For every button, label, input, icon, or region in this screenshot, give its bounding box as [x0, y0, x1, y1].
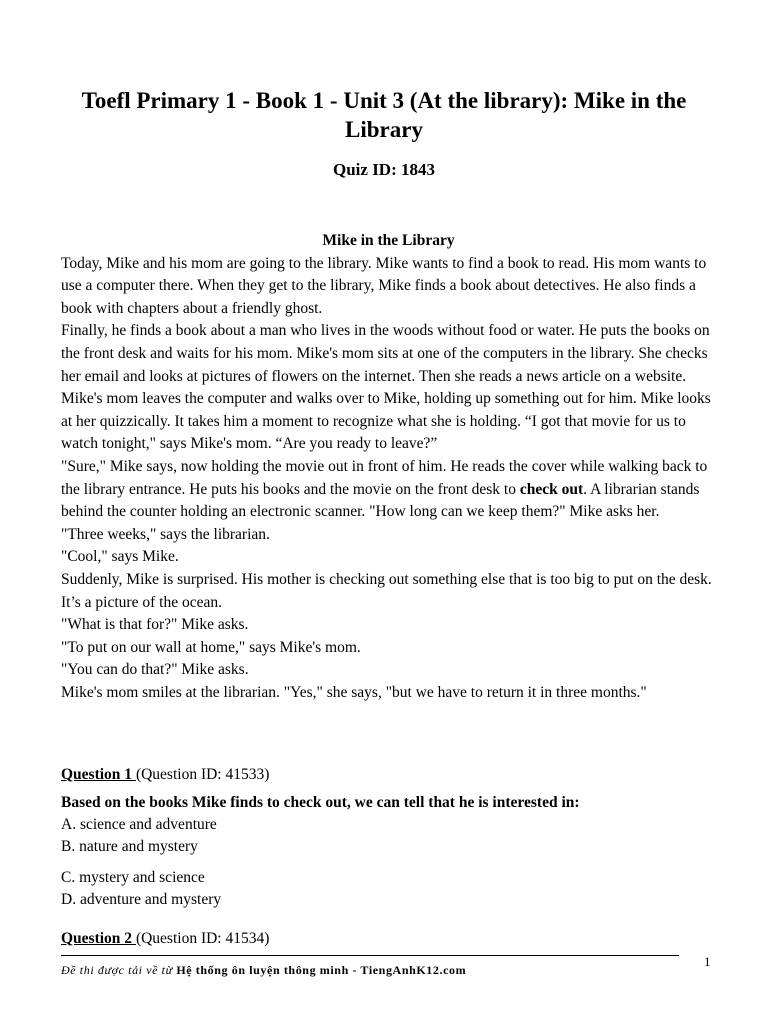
- question-1-header: [61, 764, 721, 786]
- document-title: Toefl Primary 1 - Book 1 - Unit 3 (At the library): Mike in the Library: [81, 88, 687, 142]
- question-2-header: [61, 928, 721, 950]
- story-title: Mike in the Library: [322, 232, 455, 249]
- story-paragraph: "Cool," says Mike.: [61, 548, 179, 566]
- answer-option-a: A. science and adventure: [61, 816, 217, 833]
- story-paragraph: "Three weeks," says the librarian.: [61, 525, 270, 543]
- page-number: 1: [704, 954, 711, 969]
- answer-option-b: B. nature and mystery: [61, 838, 198, 855]
- quiz-id: Quiz ID: 1843: [333, 160, 435, 179]
- story-paragraph: "To put on our wall at home," says Mike's mom.: [61, 638, 361, 656]
- story-paragraph: [61, 456, 716, 524]
- footer-site-link: Hệ thống ôn luyện thông minh - TiengAnhK12.com: [176, 963, 467, 977]
- answer-option-d: D. adventure and mystery: [61, 891, 222, 908]
- story-paragraph: Suddenly, Mike is surprised. His mother is checking out something else that is too big to put on the desk. It’s a picture of the ocean.: [61, 570, 712, 611]
- story-paragraph: "What is that for?" Mike asks.: [61, 616, 249, 634]
- footer-source-text: Đề thi được tải về từ: [61, 963, 177, 977]
- story-paragraph: Mike's mom smiles at the librarian. "Yes," she says, "but we have to return it in three months.": [61, 683, 647, 701]
- question-1-label: Question 1: [61, 766, 136, 783]
- story-bold-term: check out: [519, 480, 584, 498]
- question-1-text: Based on the books Mike finds to check out, we can tell that he is interested in:: [61, 794, 580, 811]
- story-text: "Sure," Mike says, now holding the movie out in front of him. He reads the cover while walking back to the library entrance. He puts his books and the movie on the front desk to: [61, 457, 708, 498]
- question-2-id: (Question ID: 41534): [135, 930, 270, 947]
- story-paragraph: Finally, he finds a book about a man who lives in the woods without food or water. He puts the books on the front desk and waits for his mom. Mike's mom sits at one of the computers in the library. She checks her email and looks at pictures of flowers on the internet. Then she reads a news article on a website.: [61, 322, 710, 385]
- story-paragraph: Today, Mike and his mom are going to the library. Mike wants to find a book to read. His mom wants to use a computer there. When they get to the library, Mike finds a book about detectives. He also finds a book with chapters about a friendly ghost.: [61, 254, 707, 317]
- story-paragraph: Mike's mom leaves the computer and walks over to Mike, holding up something out for him. Mike looks at her quizzically. It takes him a moment to recognize what she is holding. “I got that movie for us to watch tonight," says Mike's mom. “Are you ready to leave?”: [61, 390, 711, 453]
- question-1-id: (Question ID: 41533): [135, 766, 270, 783]
- footer: [61, 962, 466, 978]
- question-2-label: Question 2: [61, 930, 136, 947]
- answer-option-c: C. mystery and science: [61, 869, 205, 886]
- story-paragraph: "You can do that?" Mike asks.: [61, 661, 249, 679]
- story-text: . A librarian stands behind the counter holding an electronic scanner. "How long can we keep them?" Mike asks her.: [61, 480, 700, 521]
- story-section: [61, 230, 716, 704]
- footer-divider: [61, 955, 679, 956]
- question-1: [61, 764, 721, 911]
